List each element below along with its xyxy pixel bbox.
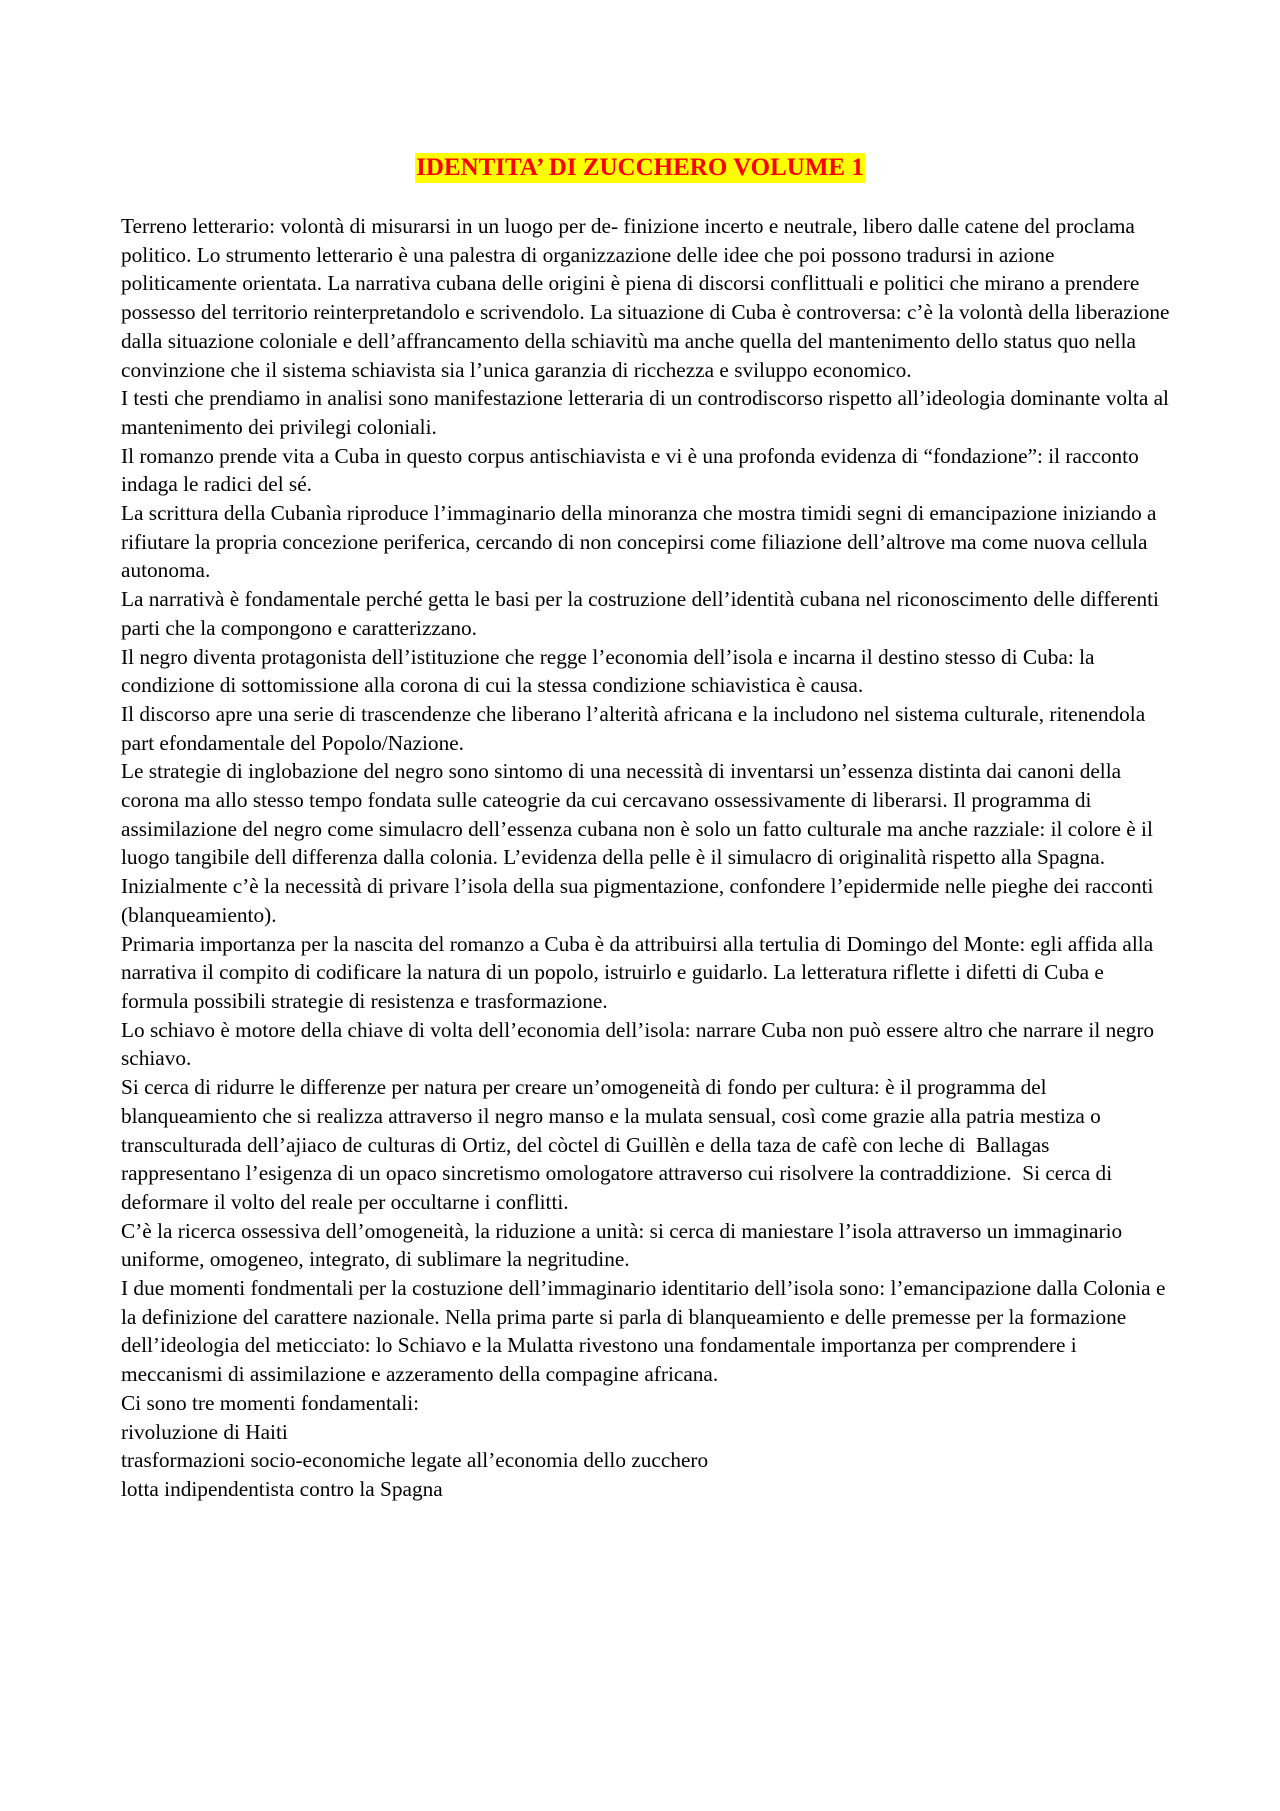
paragraph: La scrittura della Cubanìa riproduce l’immaginario della minoranza che mostra timidi segni di emancipazione iniziando a rifiutare la propria concezione periferica, cercando di non concepirsi come filiazione dell’altrove ma come nuova cellula autonoma. bbox=[121, 501, 1162, 583]
title-container bbox=[0, 153, 1280, 183]
list-item: rivoluzione di Haiti bbox=[121, 1419, 288, 1444]
paragraph: Ci sono tre momenti fondamentali: bbox=[121, 1390, 420, 1415]
paragraph: I due momenti fondmentali per la costuzione dell’immaginario identitario dell’isola sono: l’emancipazione dalla Colonia e la definizione del carattere nazionale. Nella prima parte si parla di blanqueamiento e delle premesse per la formazione dell’ideologia del meticciato: lo Schiavo e la Mulatta rivestono una fondamentale importanza per comprendere i meccanismi di assimilazione e azzeramento della compagine africana. bbox=[121, 1276, 1171, 1387]
list-item: trasformazioni socio-economiche legate all’economia dello zucchero bbox=[121, 1448, 709, 1473]
paragraph: Il negro diventa protagonista dell’istituzione che regge l’economia dell’isola e incarna il destino stesso di Cuba: la condizione di sottomissione alla corona di cui la stessa condizione schiavistica è causa. bbox=[121, 644, 1100, 698]
paragraph: Le strategie di inglobazione del negro sono sintomo di una necessità di inventarsi un’essenza distinta dai canoni della corona ma allo stesso tempo fondata sulle cateogrie da cui cercavano ossessivamente di liberarsi. Il programma di assimilazione del negro come simulacro dell’essenza cubana non è solo un fatto culturale ma anche razziale: il colore è il luogo tangibile dell differenza dalla colonia. L’evidenza della pelle è il simulacro di originalità rispetto alla Spagna. Inizialmente c’è la necessità di privare l’isola della sua pigmentazione, confondere l’epidermide nelle pieghe dei racconti (blanqueamiento). bbox=[121, 759, 1159, 927]
paragraph: Il discorso apre una serie di trascendenze che liberano l’alterità africana e la includono nel sistema culturale, ritenendola part efondamentale del Popolo/Nazione. bbox=[121, 701, 1151, 755]
paragraph: C’è la ricerca ossessiva dell’omogeneità, la riduzione a unità: si cerca di maniestare l’isola attraverso un immaginario uniforme, omogeneo, integrato, di sublimare la negritudine. bbox=[121, 1218, 1128, 1272]
paragraph: Il romanzo prende vita a Cuba in questo corpus antischiavista e vi è una profonda evidenza di “fondazione”: il racconto indaga le radici del sé. bbox=[121, 443, 1145, 497]
paragraph: La narrativà è fondamentale perché getta le basi per la costruzione dell’identità cubana nel riconoscimento delle differenti parti che la compongono e caratterizzano. bbox=[121, 587, 1165, 640]
document-title: IDENTITA’ DI ZUCCHERO VOLUME 1 bbox=[416, 154, 864, 181]
paragraph: Si cerca di ridurre le differenze per natura per creare un’omogeneità di fondo per cultura: è il programma del blanqueamiento che si realizza attraverso il negro manso e la mulata sensual, così come grazie alla patria mestiza o transculturada dell’ajiaco de culturas di Ortiz, del còctel di Guillèn e della taza de cafè con leche di Ballagas rappresentano l’esigenza di un opaco sincretismo omologatore attraverso cui risolvere la contraddizione. Si cerca di deformare il volto del reale per occultarne i conflitti. bbox=[121, 1075, 1118, 1214]
paragraph: Lo schiavo è motore della chiave di volta dell’economia dell’isola: narrare Cuba non può essere altro che narrare il negro schiavo. bbox=[121, 1017, 1160, 1071]
paragraph: Primaria importanza per la nascita del romanzo a Cuba è da attribuirsi alla tertulia di Domingo del Monte: egli affida alla narrativa il compito di codificare la natura di un popolo, istruirlo e guidarlo. La letteratura riflette i difetti di Cuba e formula possibili strategie di resistenza e trasformazione. bbox=[121, 931, 1159, 1013]
paragraph: I testi che prendiamo in analisi sono manifestazione letteraria di un controdiscorso rispetto all’ideologia dominante volta al mantenimento dei privilegi coloniali. bbox=[121, 386, 1175, 439]
document-body bbox=[121, 212, 1175, 1504]
list-item: lotta indipendentista contro la Spagna bbox=[121, 1476, 443, 1501]
paragraph: Terreno letterario: volontà di misurarsi in un luogo per de- finizione incerto e neutrale, libero dalle catene del proclama politico. Lo strumento letterario è una palestra di organizzazione delle idee che poi possono tradursi in azione politicamente orientata. La narrativa cubana delle origini è piena di discorsi conflittuali e politici che mirano a prendere possesso del territorio reinterpretandolo e scrivendolo. La situazione di Cuba è controversa: c’è la volontà della liberazione dalla situazione coloniale e dell’affrancamento della schiavitù ma anche quella del mantenimento dello status quo nella convinzione che il sistema schiavista sia l’unica garanzia di ricchezza e sviluppo economico. bbox=[121, 214, 1175, 382]
